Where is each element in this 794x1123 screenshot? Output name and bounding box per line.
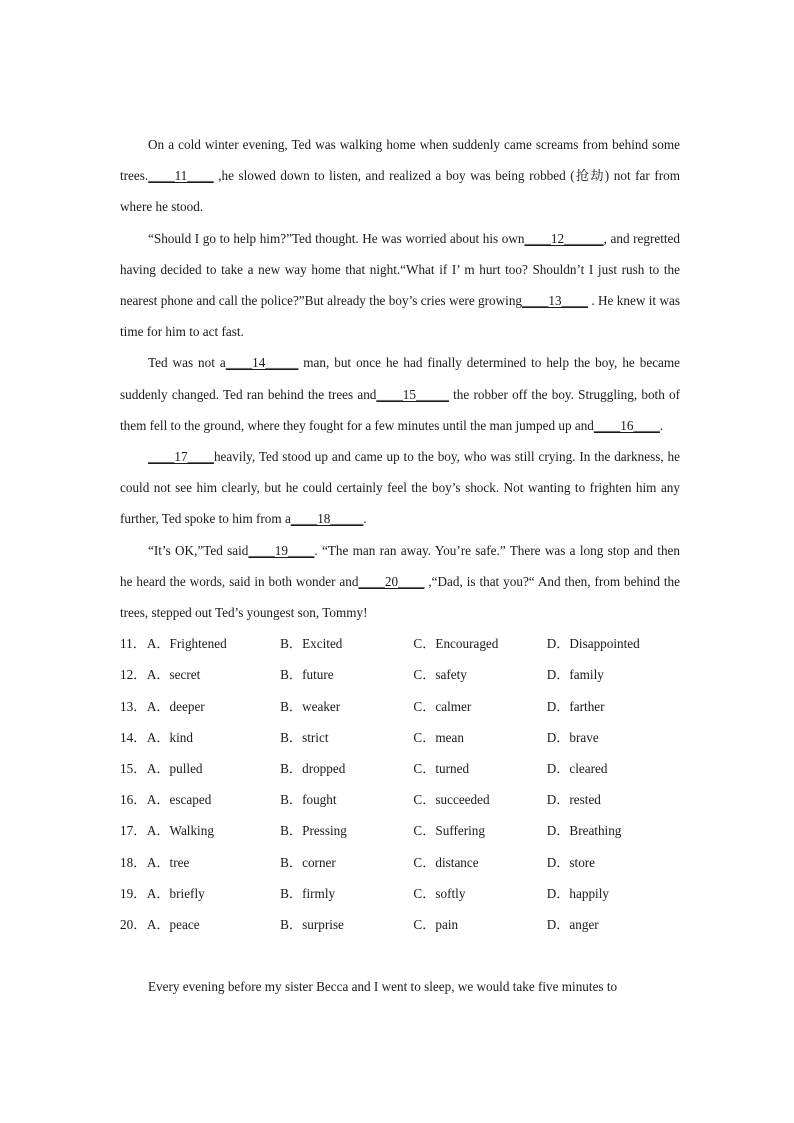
answer-option: B．Pressing bbox=[280, 823, 347, 839]
passage-text: ,he slowed down to listen, and realized a boy was being robbed (抢劫) not far from where he stood. bbox=[120, 168, 680, 215]
passage-paragraph bbox=[120, 535, 680, 629]
answer-option: A．briefly bbox=[146, 885, 205, 901]
passage-text: . bbox=[659, 417, 664, 433]
question-row bbox=[120, 722, 680, 753]
question-row bbox=[120, 847, 680, 878]
question-row bbox=[120, 784, 680, 815]
answer-option: D．anger bbox=[546, 916, 599, 932]
question-row bbox=[120, 878, 680, 909]
answer-option: B．future bbox=[280, 667, 334, 683]
answer-option: C．succeeded bbox=[413, 792, 490, 808]
answer-option: D．family bbox=[546, 667, 604, 683]
answer-option: D．store bbox=[546, 854, 596, 870]
answer-option: C．calmer bbox=[413, 698, 472, 714]
answer-option: A．tree bbox=[146, 854, 190, 870]
answer-blank: ____14_____ bbox=[225, 355, 299, 371]
passage-text: “Should I go to help him?”Ted thought. He was worried about his own bbox=[148, 230, 525, 246]
answer-option: B．dropped bbox=[280, 761, 346, 776]
answer-option: B．surprise bbox=[280, 916, 344, 932]
answer-blank: ____19____ bbox=[248, 542, 315, 558]
answer-option: C．safety bbox=[413, 667, 467, 683]
question-number: 15． bbox=[120, 761, 147, 776]
answer-option: B．weaker bbox=[280, 698, 341, 714]
question-number: 13． bbox=[120, 698, 147, 714]
cloze-passage bbox=[120, 129, 680, 628]
answer-option: A．escaped bbox=[146, 792, 212, 808]
passage-text: the robber off the boy. Struggling, both of them fell to the ground, where they fought for a few minutes until the man jumped up and bbox=[120, 386, 680, 433]
passage-text: ,“Dad, is that you?“ And then, from behind the trees, stepped out Ted’s youngest son, Tommy! bbox=[120, 573, 680, 621]
passage-paragraph bbox=[120, 223, 680, 348]
answer-option: C．Encouraged bbox=[413, 636, 499, 652]
passage-text: . bbox=[363, 511, 367, 527]
answer-blank: ____18_____ bbox=[290, 511, 364, 527]
question-options bbox=[120, 628, 680, 940]
answer-option: C．softly bbox=[413, 885, 466, 901]
question-row bbox=[120, 753, 680, 784]
answer-blank: ____20____ bbox=[358, 573, 425, 589]
answer-option: A．peace bbox=[146, 916, 200, 932]
question-number: 14． bbox=[120, 729, 147, 745]
question-row bbox=[120, 909, 680, 940]
passage-text: “It’s OK,”Ted said bbox=[148, 542, 249, 558]
answer-option: B．Excited bbox=[280, 636, 343, 652]
answer-blank: ____11____ bbox=[148, 168, 214, 184]
document-page bbox=[120, 129, 680, 1002]
answer-option: C．distance bbox=[413, 854, 479, 870]
next-passage-start: Every evening before my sister Becca and I went to sleep, we would take five minutes to bbox=[148, 979, 618, 995]
answer-option: A．pulled bbox=[146, 761, 203, 776]
question-number: 11． bbox=[120, 636, 146, 652]
passage-paragraph bbox=[120, 441, 680, 535]
answer-option: C．mean bbox=[413, 729, 464, 745]
question-number: 18． bbox=[120, 854, 147, 870]
question-row bbox=[120, 691, 680, 722]
passage-text: On a cold winter evening, Ted was walking home when suddenly came screams from behind some trees. bbox=[120, 137, 680, 184]
answer-option: D．cleared bbox=[546, 761, 608, 776]
answer-option: B．firmly bbox=[280, 885, 336, 901]
answer-option: B．fought bbox=[280, 792, 337, 808]
answer-option: D．brave bbox=[546, 729, 599, 745]
answer-blank: ____13____ bbox=[522, 293, 588, 309]
answer-option: C．Suffering bbox=[413, 823, 485, 839]
question-number: 16． bbox=[120, 792, 147, 808]
passage-paragraph bbox=[120, 347, 680, 441]
answer-blank: ____17____ bbox=[148, 449, 214, 465]
passage-text: heavily, Ted stood up and came up to the boy, who was still crying. In the darkness, he could not see him clearly, but he could certainly feel the boy’s shock. Not wanting to frighten him any further, Ted spoke to him from a bbox=[120, 449, 680, 527]
answer-option: D．Disappointed bbox=[546, 636, 640, 652]
question-row bbox=[120, 628, 680, 659]
answer-option: D．happily bbox=[546, 885, 609, 901]
question-number: 12． bbox=[120, 667, 147, 683]
answer-option: C．turned bbox=[413, 761, 470, 776]
answer-option: D．Breathing bbox=[546, 823, 622, 839]
passage-text: , and regretted having decided to take a new way home that night.“What if I’ m hurt too? Shouldn’t I just rush to the nearest phone and call the police?”But already the boy’s cries were growing bbox=[120, 230, 680, 309]
answer-option: A．kind bbox=[146, 729, 193, 745]
question-number: 20． bbox=[120, 916, 147, 932]
passage-paragraph bbox=[120, 129, 680, 223]
answer-option: A．secret bbox=[146, 667, 201, 683]
question-row bbox=[120, 815, 680, 846]
answer-option: A．Frightened bbox=[146, 636, 227, 652]
answer-blank: ____16____ bbox=[593, 417, 660, 433]
answer-option: D．rested bbox=[546, 792, 601, 808]
answer-blank: ____15_____ bbox=[376, 386, 449, 402]
question-number: 19． bbox=[120, 885, 147, 901]
answer-option: D．farther bbox=[546, 698, 605, 714]
passage-text: . “The man ran away. You’re safe.” There was a long stop and then he heard the words, said in both wonder and bbox=[120, 542, 681, 589]
answer-option: A．deeper bbox=[146, 698, 205, 714]
answer-option: A．Walking bbox=[146, 823, 214, 839]
answer-option: B．corner bbox=[280, 854, 336, 870]
passage-text: . He knew it was time for him to act fast. bbox=[120, 293, 680, 340]
passage-text: man, but once he had finally determined to help the boy, he became suddenly changed. Ted ran behind the trees and bbox=[120, 355, 681, 402]
question-row bbox=[120, 659, 680, 690]
answer-blank: ____12______ bbox=[524, 230, 604, 246]
question-number: 17． bbox=[120, 823, 147, 839]
answer-option: B．strict bbox=[280, 729, 329, 745]
passage-text: Ted was not a bbox=[148, 355, 226, 371]
answer-option: C．pain bbox=[413, 916, 459, 932]
